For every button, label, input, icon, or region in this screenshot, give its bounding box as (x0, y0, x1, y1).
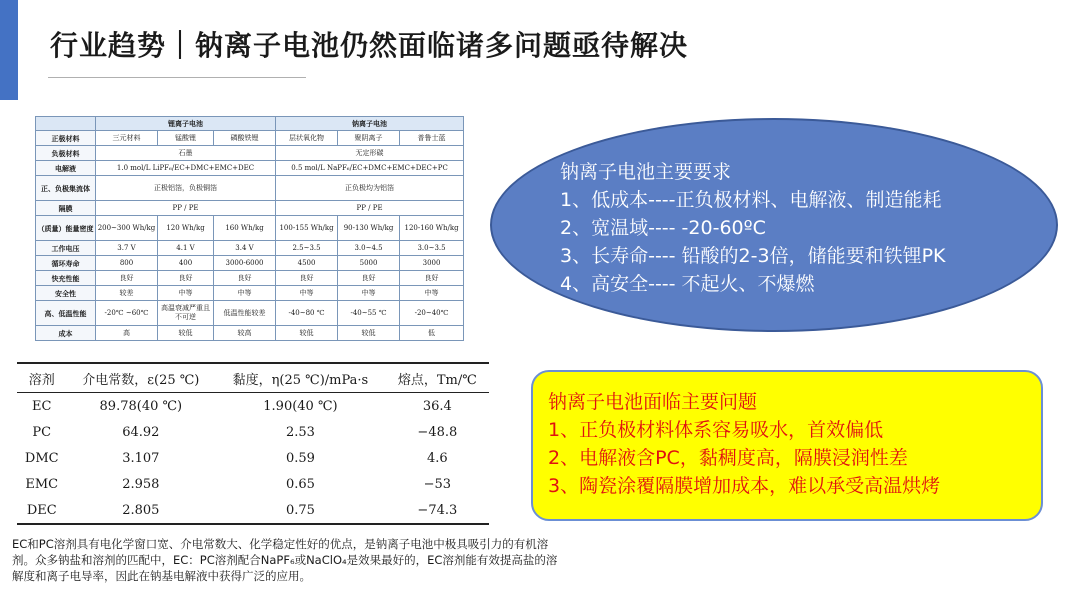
row-label: 负极材料 (36, 146, 96, 161)
table-row (36, 326, 464, 341)
comparison-header-row (36, 117, 464, 131)
column-header: 熔点，Tm/℃ (386, 363, 489, 393)
table-row (36, 301, 464, 326)
table-cell: 良好 (214, 271, 276, 286)
table-cell: 120 Wh/kg (158, 216, 214, 241)
table-cell: 较低 (338, 326, 400, 341)
table-cell: 低温性能较差 (214, 301, 276, 326)
table-cell: −48.8 (417, 424, 458, 440)
table-row (17, 497, 489, 524)
table-cell: 无定形碳 (276, 146, 464, 161)
table-cell: 64.92 (122, 424, 160, 440)
row-label: （质量）能量密度 (36, 216, 96, 241)
table-cell: 3.7 V (96, 241, 158, 256)
solvent-table (17, 362, 489, 525)
column-header: 溶剂 (17, 363, 67, 393)
table-cell: 400 (158, 256, 214, 271)
table-cell: 层状氧化物 (276, 131, 338, 146)
table-cell: 三元材料 (96, 131, 158, 146)
table-cell: 2.53 (285, 424, 315, 440)
table-cell: 2.805 (67, 497, 216, 524)
table-row (36, 201, 464, 216)
row-label: 快充性能 (36, 271, 96, 286)
table-cell: 磷酸铁锂 (214, 131, 276, 146)
table-cell: 120-160 Wh/kg (400, 216, 464, 241)
table-cell: 4.6 (427, 450, 448, 466)
table-row (17, 419, 489, 445)
problem-item: 2、电解液含PC，黏稠度高，隔膜浸润性差 (548, 447, 908, 469)
table-cell: 0.5 mol/L NaPF₆/EC+DMC+EMC+DEC+PC (276, 161, 464, 176)
requirements-title: 钠离子电池主要要求 (560, 161, 732, 183)
problems-title: 钠离子电池面临主要问题 (548, 391, 758, 413)
row-label: 循环寿命 (36, 256, 96, 271)
table-cell: 3.107 (122, 450, 160, 466)
table-cell: 良好 (338, 271, 400, 286)
table-cell: 正极铝箔，负极铜箔 (96, 176, 276, 201)
table-cell: 中等 (400, 286, 464, 301)
table-cell: DEC (17, 497, 67, 524)
table-row (36, 161, 464, 176)
table-row (36, 176, 464, 201)
table-cell: 4.1 V (158, 241, 214, 256)
table-cell: EMC (25, 476, 59, 492)
table-cell: 高温衰减严重且不可逆 (158, 301, 214, 326)
table-row (36, 271, 464, 286)
title-divider (48, 77, 306, 78)
table-row (17, 445, 489, 471)
problem-item: 1、正负极材料体系容易吸水，首效偏低 (548, 419, 884, 441)
requirement-item: 2、宽温域---- -20-60ºC (560, 217, 766, 239)
table-cell: 1.0 mol/L LiPF₆/EC+DMC+EMC+DEC (96, 161, 276, 176)
table-row (36, 241, 464, 256)
comparison-table (35, 116, 464, 341)
row-label: 电解液 (36, 161, 96, 176)
table-cell: 中等 (214, 286, 276, 301)
table-cell: 2.5~3.5 (276, 241, 338, 256)
table-cell: 高 (96, 326, 158, 341)
table-cell: 0.59 (285, 450, 315, 466)
table-row (17, 393, 489, 420)
table-cell: 普鲁士蓝 (400, 131, 464, 146)
row-label: 工作电压 (36, 241, 96, 256)
table-cell: 锰酸锂 (158, 131, 214, 146)
table-cell: -40~80 ℃ (276, 301, 338, 326)
table-cell: 良好 (400, 271, 464, 286)
requirements-text (560, 158, 1030, 298)
table-cell: 3000-6000 (214, 256, 276, 271)
table-cell: 160 Wh/kg (214, 216, 276, 241)
table-cell: 良好 (158, 271, 214, 286)
table-cell: DMC (24, 450, 59, 466)
table-cell: 1.90(40 ℃) (263, 398, 338, 414)
table-cell: 中等 (338, 286, 400, 301)
table-cell: 较高 (214, 326, 276, 341)
group-lithium: 锂离子电池 (96, 117, 276, 131)
table-cell: 石墨 (96, 146, 276, 161)
table-cell: 89.78(40 ℃) (99, 398, 183, 414)
table-cell: 3.4 V (214, 241, 276, 256)
table-row (36, 131, 464, 146)
table-row (36, 256, 464, 271)
table-cell: 90-130 Wh/kg (338, 216, 400, 241)
table-cell: 100-155 Wh/kg (276, 216, 338, 241)
table-cell: 中等 (158, 286, 214, 301)
table-cell: 0.65 (285, 476, 315, 492)
table-cell: -40~55 ℃ (338, 301, 400, 326)
solvent-note: EC和PC溶剂具有电化学窗口宽、介电常数大、化学稳定性好的优点，是钠离子电池中极具吸引力的有机溶剂。众多钠盐和溶剂的匹配中，EC：PC溶剂配合NaPF₆或NaClO₄是效果最好的，EC溶剂能有效提高盐的溶解度和离子电导率，因此在钠基电解液中获得广泛的应用。 (12, 537, 558, 583)
row-label: 安全性 (36, 286, 96, 301)
table-cell: 0.75 (215, 497, 386, 524)
requirement-item: 3、长寿命---- 铅酸的2-3倍，储能要和铁锂PK (560, 245, 946, 267)
table-cell: PP / PE (96, 201, 276, 216)
corner-cell (36, 117, 96, 131)
table-cell: −53 (423, 476, 452, 492)
table-cell: 3000 (400, 256, 464, 271)
problem-item: 3、陶瓷涂覆隔膜增加成本，难以承受高温烘烤 (548, 475, 941, 497)
row-label: 正、负极集流体 (36, 176, 96, 201)
table-cell: 2.958 (122, 476, 160, 492)
requirement-item: 4、高安全---- 不起火、不爆燃 (560, 273, 815, 295)
table-cell: 较差 (96, 286, 158, 301)
table-cell: 800 (96, 256, 158, 271)
table-cell: -20℃ ~60℃ (96, 301, 158, 326)
table-cell: -20~40℃ (400, 301, 464, 326)
table-cell: 正负极均为铝箔 (276, 176, 464, 201)
table-cell: 聚阴离子 (338, 131, 400, 146)
table-cell: 3.0~3.5 (400, 241, 464, 256)
table-cell: 36.4 (422, 398, 452, 414)
table-cell: 良好 (96, 271, 158, 286)
table-cell: 3.0~4.5 (338, 241, 400, 256)
row-label: 隔膜 (36, 201, 96, 216)
table-cell: PP / PE (276, 201, 464, 216)
requirement-item: 1、低成本----正负极材料、电解液、制造能耗 (560, 189, 942, 211)
table-row (17, 471, 489, 497)
table-cell: 5000 (338, 256, 400, 271)
table-cell: 良好 (276, 271, 338, 286)
table-cell: 较低 (276, 326, 338, 341)
table-cell: 低 (400, 326, 464, 341)
table-cell: 中等 (276, 286, 338, 301)
problems-text (548, 388, 1038, 500)
table-cell: 200~300 Wh/kg (96, 216, 158, 241)
table-row (36, 216, 464, 241)
page-title: 行业趋势｜钠离子电池仍然面临诸多问题亟待解决 (50, 29, 689, 62)
solvent-header-row (17, 363, 489, 393)
table-row (36, 146, 464, 161)
group-sodium: 钠离子电池 (276, 117, 464, 131)
table-row (36, 286, 464, 301)
table-cell: −74.3 (386, 497, 489, 524)
accent-bar (0, 0, 18, 100)
table-cell: EC (32, 398, 52, 414)
table-cell: PC (32, 424, 52, 440)
table-cell: 较低 (158, 326, 214, 341)
row-label: 正极材料 (36, 131, 96, 146)
row-label: 高、低温性能 (36, 301, 96, 326)
column-header: 黏度，η(25 ℃)/mPa·s (215, 363, 386, 393)
column-header: 介电常数，ε(25 ℃) (67, 363, 216, 393)
row-label: 成本 (36, 326, 96, 341)
table-cell: 4500 (276, 256, 338, 271)
